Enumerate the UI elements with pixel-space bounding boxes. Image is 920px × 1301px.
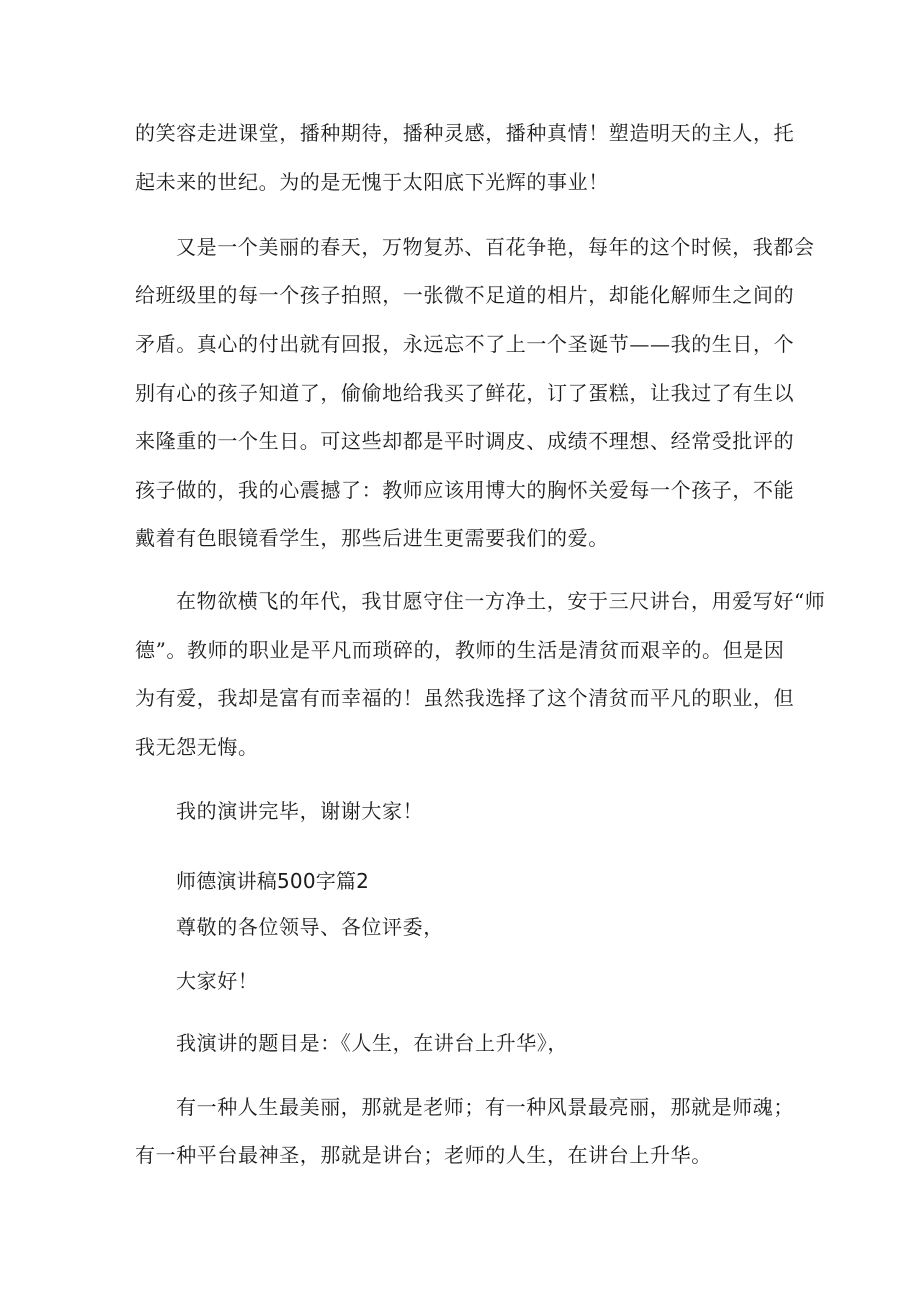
text-line: 孩子做的，我的心震撼了：教师应该用博大的胸怀关爱每一个孩子，不能	[135, 478, 795, 502]
text-line: 有一种平台最神圣，那就是讲台；老师的人生，在讲台上升华。	[135, 1143, 712, 1167]
text-line: 在物欲横飞的年代，我甘愿守住一方净土，安于三尺讲台，用爱写好“师	[176, 589, 826, 613]
text-line: 别有心的孩子知道了，偷偷地给我买了鲜花，订了蛋糕，让我过了有生以	[135, 381, 795, 405]
text-line: 起未来的世纪。为的是无愧于太阳底下光辉的事业！	[135, 170, 609, 194]
text-line: 为有爱，我却是富有而幸福的！虽然我选择了这个清贫而平凡的职业，但	[135, 686, 795, 710]
text-line: 戴着有色眼镜看学生，那些后进生更需要我们的爱。	[135, 526, 609, 550]
text-line: 的笑容走进课堂，播种期待，播种灵感，播种真情！塑造明天的主人，托	[135, 121, 795, 145]
text-line: 德”。教师的职业是平凡而琐碎的，教师的生活是清贫而艰辛的。但是因	[135, 638, 785, 662]
greeting: 大家好！	[176, 969, 259, 993]
section-heading: 师德演讲稿500字篇2	[176, 869, 370, 893]
speech-title-line: 我演讲的题目是：《人生，在讲台上升华》，	[176, 1031, 568, 1055]
text-line: 来隆重的一个生日。可这些却都是平时调皮、成绩不理想、经常受批评的	[135, 429, 795, 453]
text-line: 我的演讲完毕，谢谢大家！	[176, 799, 424, 823]
text-line: 矛盾。真心的付出就有回报，永远忘不了上一个圣诞节——我的生日，个	[135, 332, 795, 356]
text-line: 我无怨无悔。	[135, 735, 259, 759]
text-line: 给班级里的每一个孩子拍照，一张微不足道的相片，却能化解师生之间的	[135, 283, 795, 307]
text-line: 有一种人生最美丽，那就是老师；有一种风景最亮丽，那就是师魂；	[176, 1095, 794, 1119]
salutation: 尊敬的各位领导、各位评委，	[176, 915, 444, 939]
text-line: 又是一个美丽的春天，万物复苏、百花争艳，每年的这个时候，我都会	[176, 235, 815, 259]
